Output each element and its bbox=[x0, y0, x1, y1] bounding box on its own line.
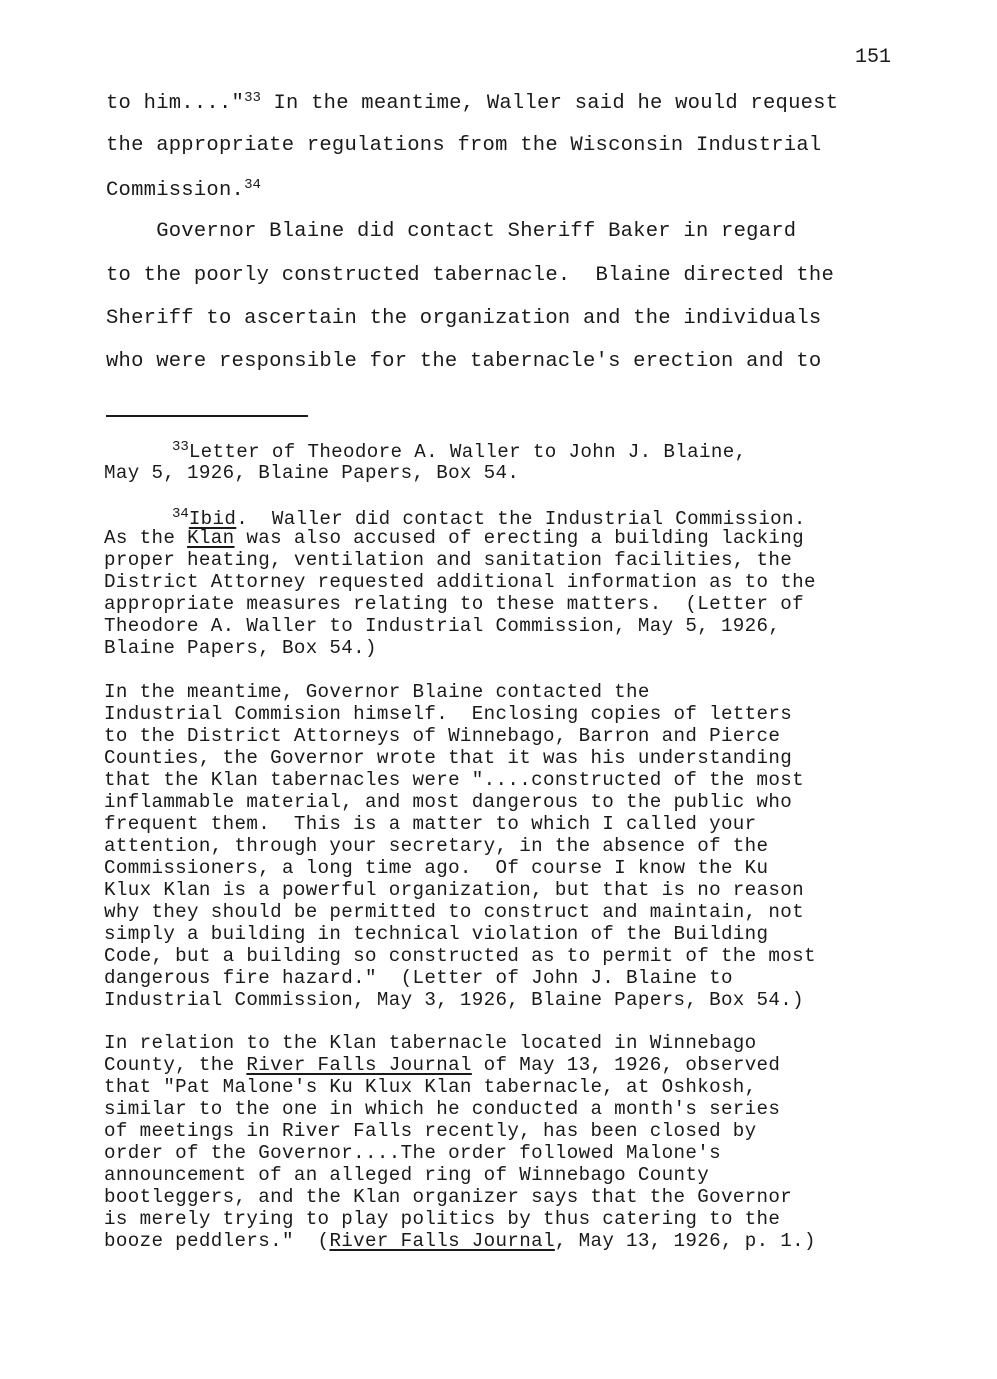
footnote-separator bbox=[106, 415, 308, 417]
body-text: booze peddlers." ( bbox=[104, 1230, 330, 1252]
footnote-text: . Waller did contact the Industrial Commission. bbox=[236, 508, 806, 530]
river-falls-para-line-4: similar to the one in which he conducted a month's series bbox=[104, 1098, 781, 1120]
blaine-para-line-2: Industrial Commision himself. Enclosing copies of letters bbox=[104, 703, 793, 725]
body-text: Governor Blaine did contact Sheriff Baker in regard bbox=[106, 220, 797, 243]
blaine-para-line-7: frequent them. This is a matter to which I called your bbox=[104, 813, 757, 835]
river-falls-para-line-3 bbox=[104, 1078, 757, 1097]
river-falls-para-line-7: announcement of an alleged ring of Winnebago County bbox=[104, 1164, 710, 1186]
blaine-para-line-5: that the Klan tabernacles were "....constructed of the most bbox=[104, 769, 804, 791]
klan-underlined: Klan bbox=[187, 527, 235, 549]
body-line-6 bbox=[106, 307, 821, 330]
ibid-text: Ibid bbox=[188, 508, 237, 530]
body-line-7 bbox=[106, 350, 821, 373]
page-number: 151 bbox=[855, 46, 892, 69]
footnote-marker-34: 34 bbox=[172, 506, 189, 522]
blaine-para-line-13: Code, but a building so constructed as to permit of the most bbox=[104, 945, 816, 967]
footnote-34-line-5: appropriate measures relating to these matters. (Letter of bbox=[104, 593, 804, 615]
journal-title: River Falls Journal bbox=[329, 1230, 555, 1252]
footnote-33-line-1 bbox=[172, 440, 746, 462]
body-line-4 bbox=[106, 220, 796, 243]
blaine-para-line-3: to the District Attorneys of Winnebago, Barron and Pierce bbox=[104, 725, 781, 747]
footnote-34-line-4: District Attorney requested additional information as to the bbox=[104, 571, 816, 593]
body-text: County, the bbox=[104, 1054, 247, 1076]
river-falls-para-line-1: In relation to the Klan tabernacle located in Winnebago bbox=[104, 1032, 757, 1054]
body-text: the appropriate regulations from the Wisconsin Industrial bbox=[106, 134, 822, 157]
footnote-ref-33: 33 bbox=[244, 90, 261, 106]
body-line-1 bbox=[106, 90, 838, 115]
footnote-33-line-2 bbox=[104, 464, 519, 483]
river-falls-para-line-8: bootleggers, and the Klan organizer says that the Governor bbox=[104, 1186, 793, 1208]
body-text: who were responsible for the tabernacle's erection and to bbox=[106, 350, 822, 373]
footnote-34-line-2 bbox=[104, 529, 804, 548]
blaine-para-line-8: attention, through your secretary, in the absence of the bbox=[104, 835, 769, 857]
blaine-para-line-14: dangerous fire hazard." (Letter of John J. Blaine to bbox=[104, 967, 733, 989]
body-line-3 bbox=[106, 177, 261, 202]
footnote-34-line-3: proper heating, ventilation and sanitation facilities, the bbox=[104, 549, 793, 571]
body-text: of May 13, 1926, observed bbox=[471, 1054, 781, 1076]
blaine-para-line-15: Industrial Commission, May 3, 1926, Blaine Papers, Box 54.) bbox=[104, 989, 804, 1011]
body-line-5 bbox=[106, 264, 834, 287]
blaine-para-line-1: In the meantime, Governor Blaine contacted the bbox=[104, 681, 650, 703]
footnote-34-line-7: Blaine Papers, Box 54.) bbox=[104, 637, 377, 659]
river-falls-para-line-10 bbox=[104, 1232, 816, 1251]
blaine-para-line-9: Commissioners, a long time ago. Of course I know the Ku bbox=[104, 857, 769, 879]
blaine-para-line-4: Counties, the Governor wrote that it was his understanding bbox=[104, 747, 793, 769]
blaine-para-line-12: simply a building in technical violation of the Building bbox=[104, 923, 769, 945]
footnote-34-line-6: Theodore A. Waller to Industrial Commission, May 5, 1926, bbox=[104, 615, 781, 637]
blaine-para-line-6: inflammable material, and most dangerous to the public who bbox=[104, 791, 793, 813]
footnote-ref-34: 34 bbox=[244, 177, 261, 193]
body-text: to the poorly constructed tabernacle. Blaine directed the bbox=[106, 264, 835, 287]
river-falls-para-line-6: order of the Governor....The order followed Malone's bbox=[104, 1142, 721, 1164]
footnote-text: Letter of Theodore A. Waller to John J. Blaine, bbox=[188, 441, 747, 463]
body-text: Sheriff to ascertain the organization and the individuals bbox=[106, 307, 822, 330]
journal-title: River Falls Journal bbox=[246, 1054, 472, 1076]
footnote-marker-33: 33 bbox=[172, 439, 189, 455]
footnote-34-line-1 bbox=[172, 507, 806, 529]
body-text: to him...." bbox=[106, 92, 245, 115]
river-falls-para-line-5: of meetings in River Falls recently, has been closed by bbox=[104, 1120, 757, 1142]
body-line-2 bbox=[106, 134, 821, 157]
blaine-para-line-11: why they should be permitted to construct and maintain, not bbox=[104, 901, 804, 923]
body-text: In the meantime, Waller said he would request bbox=[260, 92, 839, 115]
blaine-para-line-10: Klux Klan is a powerful organization, but that is no reason bbox=[104, 879, 804, 901]
body-text: , May 13, 1926, p. 1.) bbox=[554, 1230, 816, 1252]
body-text: that "Pat Malone's Ku Klux Klan tabernacle, at Oshkosh, bbox=[104, 1076, 757, 1098]
river-falls-para-line-2 bbox=[104, 1056, 780, 1075]
body-text: Commission. bbox=[106, 179, 245, 202]
footnote-text: was also accused of erecting a building lacking bbox=[234, 527, 805, 549]
footnote-text: As the bbox=[104, 527, 188, 549]
footnote-text: May 5, 1926, Blaine Papers, Box 54. bbox=[104, 462, 520, 484]
river-falls-para-line-9: is merely trying to play politics by thus catering to the bbox=[104, 1208, 781, 1230]
